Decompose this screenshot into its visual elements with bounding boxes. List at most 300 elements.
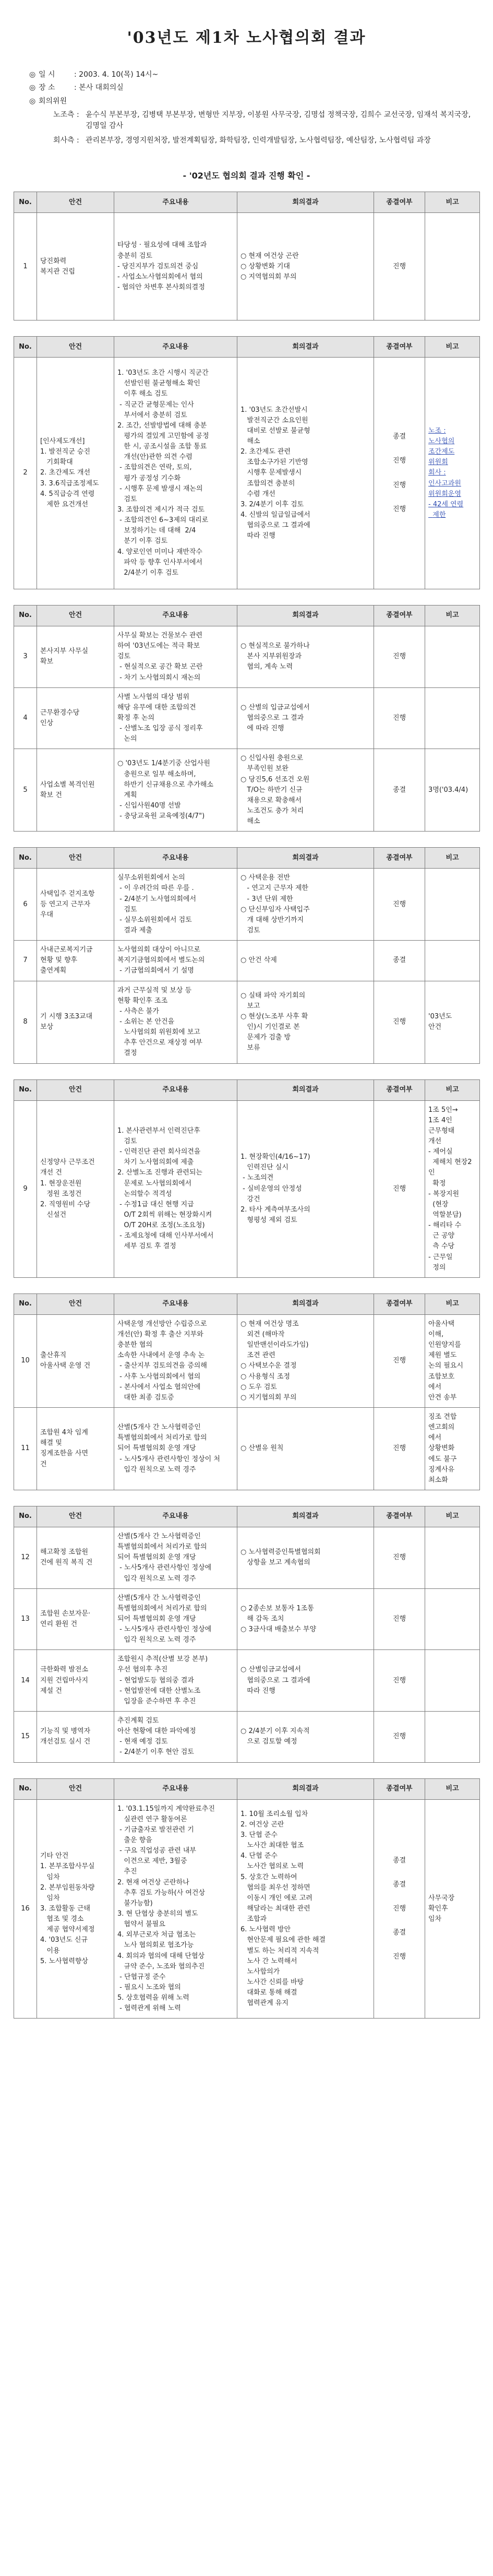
cell-line: 신정양사 근무조건 xyxy=(40,1158,95,1167)
cell-line: 3. 2/4분기 이후 검토 xyxy=(241,500,304,508)
remark-line: 인사고과원 xyxy=(428,479,461,488)
agenda-item xyxy=(37,1588,114,1650)
main-content xyxy=(114,981,237,1063)
meeting-result xyxy=(237,358,374,589)
remark-line: - 복장지원 xyxy=(428,1190,460,1198)
cell-line: - 노사5개사 관련사항인 정상에 xyxy=(117,1625,212,1634)
remarks xyxy=(425,1712,480,1763)
remark-line: 노사협의 xyxy=(428,437,455,446)
cell-line: - 수정1급 대신 현행 지급 xyxy=(117,1200,194,1208)
header-item: 안건 xyxy=(37,1293,114,1314)
remark-line: - 해리타 수 xyxy=(428,1221,462,1230)
cell-line: 하반기 신규채용으로 추가해소 xyxy=(117,780,213,789)
meeting-result xyxy=(237,1799,374,2019)
main-content xyxy=(114,626,237,687)
table-row xyxy=(14,941,480,981)
cell-line: 인상 xyxy=(40,719,54,727)
status-value: 진행 xyxy=(392,1904,406,1913)
cell-line: ○ 산별의 입금교섭에서 xyxy=(241,703,310,711)
cell-line: 충분히 검토 xyxy=(117,252,152,260)
remarks xyxy=(425,1588,480,1650)
cell-line: - 조합의견인 6~3제의 대리로 xyxy=(117,516,209,525)
cell-line: ○ 당진5,6 선조건 오원 xyxy=(241,775,310,784)
table-row xyxy=(14,981,480,1063)
table-header-row xyxy=(14,605,480,626)
cell-line: 인력진단 실시 xyxy=(241,1164,288,1172)
cell-line: - 현실적으로 공간 확보 곤란 xyxy=(117,663,203,671)
meeting-place xyxy=(29,82,479,94)
header-item: 안건 xyxy=(37,848,114,869)
place-value: : 본사 대회의실 xyxy=(74,84,124,92)
result-block xyxy=(14,1506,479,1763)
table-row xyxy=(14,1712,480,1763)
cell-line: - 현업발도등 협의중 결과 xyxy=(117,1676,194,1684)
remark-line: 근 공양 xyxy=(428,1232,455,1240)
remark-line: 논의 필요시 xyxy=(428,1362,463,1370)
cell-line: ○ 현실적으로 불가하나 xyxy=(241,642,310,650)
cell-line: 특별협의회에서 처리가로 합의 xyxy=(117,1543,207,1551)
completion-status: 진행 xyxy=(374,1527,425,1588)
remark-line: 임차 xyxy=(428,1915,442,1924)
cell-line: 대한 최종 검토증 xyxy=(117,1393,174,1402)
cell-line: ○ 사용형식 조정 xyxy=(241,1372,290,1381)
remarks xyxy=(425,1650,480,1712)
header-result: 회의결과 xyxy=(237,192,374,213)
cell-line: 강건 xyxy=(241,1195,260,1203)
result-table xyxy=(14,1079,480,1278)
labor-attendees xyxy=(53,110,479,132)
cell-line: 충원으로 일부 해소하며, xyxy=(117,770,196,778)
main-content xyxy=(114,1314,237,1407)
cell-line: 한 시, 공조시설을 조합 통료 xyxy=(117,443,207,451)
completion-status: 진행 xyxy=(374,213,425,320)
remark-line: 징조 견합 xyxy=(428,1412,457,1421)
remarks xyxy=(425,1527,480,1588)
status-value: 진행 xyxy=(392,1953,406,1961)
header-note: 비고 xyxy=(425,1293,480,1314)
main-content xyxy=(114,1650,237,1712)
cell-line: 조합소구가된 기반영 xyxy=(241,458,308,467)
cell-line: 보고 xyxy=(241,1002,260,1010)
cell-line: 본사지부 사무실 xyxy=(40,647,89,656)
remarks xyxy=(425,358,480,589)
cell-line: 확보 xyxy=(40,658,54,666)
cell-line: 부족인원 보완 xyxy=(241,765,288,773)
meeting-attendees xyxy=(29,96,479,108)
agenda-item xyxy=(37,358,114,589)
cell-line: ○ 상황변화 기대 xyxy=(241,262,290,270)
remark-line: 엔고회의 xyxy=(428,1423,455,1432)
cell-line: 2/4분기 이후 검토 xyxy=(117,568,178,577)
cell-line: 기회확대 xyxy=(40,458,73,467)
cell-line: ○ 산별유 원칙 xyxy=(241,1444,284,1453)
cell-line: ○ 현상(노조부 사후 확 xyxy=(241,1012,308,1020)
cell-line: 2. 여건상 곤란 xyxy=(241,1820,284,1829)
agenda-item xyxy=(37,981,114,1063)
agenda-number: 14 xyxy=(14,1650,37,1712)
cell-line: 협의중으로 그 결과에 xyxy=(241,1676,310,1684)
cell-line: 노사간 협의로 노력 xyxy=(241,1862,304,1871)
cell-line: 2. 초간제도 개선 xyxy=(40,469,91,477)
cell-line: 기 시행 3조3교대 xyxy=(40,1012,93,1020)
cell-line: 검토 xyxy=(241,927,260,935)
cell-line: 조합과 xyxy=(241,1915,267,1924)
cell-line: 협조 및 경소 xyxy=(40,1915,84,1924)
cell-line: 노사합의가 xyxy=(241,1967,280,1976)
cell-line: 3. 단협 준수 xyxy=(241,1831,278,1839)
cell-line: 부서에서 충분히 검토 xyxy=(117,411,187,419)
cell-line: 문제로 노사협의회에서 xyxy=(117,1179,192,1188)
header-item: 안건 xyxy=(37,1079,114,1100)
cell-line: 1. '03년도 초간선발시 xyxy=(241,406,308,414)
remark-line: 역할분담) xyxy=(428,1210,462,1219)
main-content xyxy=(114,1527,237,1588)
cell-line: - 조합의견은 연락, 토의, xyxy=(117,464,192,472)
cell-line: 지원 건립마사지 xyxy=(40,1676,89,1684)
agenda-number: 11 xyxy=(14,1407,37,1490)
header-result: 회의결과 xyxy=(237,1293,374,1314)
header-note: 비고 xyxy=(425,605,480,626)
cell-line: 추진 xyxy=(117,1868,137,1876)
result-block xyxy=(14,192,479,320)
attendees-label: 회의위원 xyxy=(39,97,67,105)
cell-line: 검토 xyxy=(117,495,137,503)
agenda-number: 13 xyxy=(14,1588,37,1650)
table-row xyxy=(14,213,480,320)
remark-line: 인원양지를 xyxy=(428,1341,461,1349)
meeting-result xyxy=(237,1712,374,1763)
cell-line: 해결 및 xyxy=(40,1439,62,1447)
cell-line: 1. 본사관련부서 인력진단후 xyxy=(117,1126,200,1135)
result-block xyxy=(14,1293,479,1490)
main-content xyxy=(114,1588,237,1650)
header-status: 종결여부 xyxy=(374,1079,425,1100)
cell-line: 되어 특별협의회 운영 개당 xyxy=(117,1615,196,1623)
completion-status xyxy=(374,1799,425,2019)
agenda-item xyxy=(37,1314,114,1407)
cell-line: 검토 xyxy=(117,1137,137,1145)
meeting-result xyxy=(237,1407,374,1490)
cell-line: 협력관계 유지 xyxy=(241,1999,288,2008)
bullet-icon: ◎ xyxy=(29,70,36,79)
cell-line: 기능직 및 병역자 xyxy=(40,1727,91,1736)
cell-line: 입각 원칙으로 노력 경주 xyxy=(117,1574,196,1583)
remark-line: 제해치 현장2인 xyxy=(428,1158,472,1177)
meeting-result xyxy=(237,1527,374,1588)
table-header-row xyxy=(14,1778,480,1799)
header-main: 주요내용 xyxy=(114,1506,237,1527)
header-note: 비고 xyxy=(425,1778,480,1799)
agenda-number: 4 xyxy=(14,687,37,749)
cell-line: 당진화력 xyxy=(40,257,67,265)
cell-line: 임차 xyxy=(40,1894,60,1902)
remarks xyxy=(425,981,480,1063)
cell-line: 2. 직영원비 수당 xyxy=(40,1200,91,1208)
header-status: 종결여부 xyxy=(374,848,425,869)
meeting-result xyxy=(237,626,374,687)
cell-line: 현황 확인후 조조 xyxy=(117,996,168,1005)
cell-line: ○ 산별임금교섭에서 xyxy=(241,1666,301,1674)
cell-line: - 현업발전에 대한 산별노조 xyxy=(117,1687,201,1695)
header-main: 주요내용 xyxy=(114,192,237,213)
cell-line: 수렴 개선 xyxy=(241,490,275,498)
cell-line: 별도 하는 처리적 지속적 xyxy=(241,1946,319,1955)
main-content xyxy=(114,1799,237,2019)
remarks xyxy=(425,626,480,687)
cell-line: 5. 노사협력향상 xyxy=(40,1957,88,1965)
table-row xyxy=(14,1407,480,1490)
result-block xyxy=(14,1079,479,1278)
cell-line: 사무실 확보는 건물보수 관련 xyxy=(117,631,203,639)
agenda-item xyxy=(37,1407,114,1490)
header-main: 주요내용 xyxy=(114,1293,237,1314)
main-content xyxy=(114,869,237,941)
cell-line: 연리 환원 건 xyxy=(40,1620,78,1628)
cell-line: ○ 안건 삭제 xyxy=(241,956,277,965)
company-attendee-names: 관리본부장, 경영지원처장, 발전계획팀장, 화학팀장, 인력개발팀장, 노사협력팀장, 예산팀장, 노사협력팀 과장 xyxy=(86,136,431,145)
cell-line: - 소위는 본 안건을 xyxy=(117,1018,175,1026)
cell-line: ○ 3금사대 배출보수 부양 xyxy=(241,1625,317,1634)
bullet-icon: ◎ xyxy=(29,84,36,92)
remarks xyxy=(425,1407,480,1490)
cell-line: 4. 신발의 일급일급에서 xyxy=(241,511,310,519)
document-title: '03년도 제1차 노사협의회 결과 xyxy=(127,29,366,47)
cell-line: 이견으로 제반, 3월중 xyxy=(117,1857,187,1866)
header-no: No. xyxy=(14,1293,37,1314)
cell-line: ○ 현재 여건상 곤란 xyxy=(241,252,299,260)
place-label: 장 소 xyxy=(39,84,55,92)
remark-line: 이해, xyxy=(428,1330,444,1338)
result-table xyxy=(14,336,480,589)
cell-line: 5. 상호협력을 위해 노력 xyxy=(117,1994,189,2002)
cell-line: 해 감독 조치 xyxy=(241,1615,284,1623)
remark-line: 위원회 xyxy=(428,458,448,467)
cell-line: 2. 현재 여건상 곤란하나 xyxy=(117,1878,189,1886)
cell-line: - 노조의견 xyxy=(241,1174,274,1182)
cell-line: 사별 노사협의 대상 범위 xyxy=(117,693,189,701)
cell-line: 분기 이후 검토 xyxy=(117,537,168,545)
cell-line: 세부 검토 후 결정 xyxy=(117,1242,176,1251)
cell-line: 사내근로복지기금 xyxy=(40,946,93,954)
cell-line: 4. 5직급승격 연령 xyxy=(40,490,95,498)
cell-line: 2. 본부임원동차량 xyxy=(40,1883,95,1892)
cell-line: 시행후 문제발생시 xyxy=(241,469,302,477)
header-main: 주요내용 xyxy=(114,337,237,358)
company-attendees xyxy=(53,135,479,147)
remarks xyxy=(425,869,480,941)
remark-line: 근무형태 xyxy=(428,1126,455,1135)
header-no: No. xyxy=(14,605,37,626)
result-table xyxy=(14,1506,480,1763)
main-content xyxy=(114,358,237,589)
cell-line: 건에 원직 복직 건 xyxy=(40,1559,93,1567)
cell-line: 추후 안건으로 재상정 여부 xyxy=(117,1039,202,1047)
cell-line: 인)시 기인결로 본 xyxy=(241,1023,300,1031)
cell-line: 4. '03년도 신규 xyxy=(40,1936,88,1944)
cell-line: 개선검토 실시 건 xyxy=(40,1738,91,1746)
agenda-number: 2 xyxy=(14,358,37,589)
cell-line: 계획 xyxy=(117,791,137,799)
completion-status: 종결 xyxy=(374,749,425,832)
remark-line: 에서 xyxy=(428,1383,442,1391)
cell-line: 조견 관련 xyxy=(241,1351,275,1360)
meeting-result xyxy=(237,869,374,941)
cell-line: 1. 발전직군 승진 xyxy=(40,448,91,456)
table-row xyxy=(14,1314,480,1407)
agenda-number: 9 xyxy=(14,1100,37,1277)
cell-line: T/O는 하반기 신규 xyxy=(241,786,303,794)
cell-line: 에 따라 진행 xyxy=(241,725,284,733)
completion-status: 진행 xyxy=(374,626,425,687)
status-value: 진행 xyxy=(392,457,406,465)
remark-line: 측 수당 xyxy=(428,1242,455,1251)
cell-line: 조합의견 충분히 xyxy=(241,479,295,488)
cell-line: 보류 xyxy=(241,1044,260,1052)
cell-line: 사택운영 개선방안 수립증으로 xyxy=(117,1320,207,1328)
cell-line: 정원 조정건 xyxy=(40,1190,82,1198)
cell-line: 해달라는 최대한 관련 xyxy=(241,1904,310,1913)
header-no: No. xyxy=(14,848,37,869)
cell-line: - 3년 단위 제한 xyxy=(241,895,293,903)
cell-line: - 신입사원40명 선발 xyxy=(117,801,181,810)
agenda-number: 16 xyxy=(14,1799,37,2019)
cell-line: 본사 지부위원장과 xyxy=(241,652,302,661)
cell-line: - 필요시 노조와 협의 xyxy=(117,1984,181,1991)
table-row xyxy=(14,1527,480,1588)
cell-line: - 실비운영의 안정성 xyxy=(241,1184,302,1193)
cell-line: - 시행후 문제 발생시 재논의 xyxy=(117,484,203,493)
cell-line: 1. 10월 조리소월 입차 xyxy=(241,1810,308,1818)
completion-status: 진행 xyxy=(374,1407,425,1490)
table-row xyxy=(14,687,480,749)
status-value: 종결 xyxy=(392,1929,406,1937)
agenda-item xyxy=(37,1527,114,1588)
remark-line: - 42세 연령 xyxy=(428,500,464,508)
header-status: 종결여부 xyxy=(374,605,425,626)
cell-line: 현황 및 향후 xyxy=(40,956,78,965)
cell-line: 실관련 연구 활동여론 xyxy=(117,1815,187,1823)
table-header-row xyxy=(14,192,480,213)
main-content xyxy=(114,687,237,749)
cell-line: 과거 근무실적 및 보상 등 xyxy=(117,986,192,994)
cell-line: 근무환경수당 xyxy=(40,708,80,717)
labor-group-label: 노조측 : xyxy=(53,110,79,119)
remark-line: (현장 xyxy=(428,1200,449,1208)
cell-line: 3. 조합활동 근태 xyxy=(40,1904,91,1913)
remarks xyxy=(425,1314,480,1407)
cell-line: ○ 2/4분기 이후 지속적 xyxy=(241,1727,310,1736)
cell-line: O/T 2회씩 위해는 현장화시켜 xyxy=(117,1210,212,1219)
cell-line: - 사후 노사협의회에서 협의 xyxy=(117,1372,201,1381)
agenda-number: 5 xyxy=(14,749,37,832)
agenda-number: 12 xyxy=(14,1527,37,1588)
cell-line: ○ 지역협의회 부의 xyxy=(241,272,297,281)
cell-line: 산별(5개사 간 노사협력증인 xyxy=(117,1423,201,1432)
agenda-number: 3 xyxy=(14,626,37,687)
completion-status: 진행 xyxy=(374,1100,425,1277)
cell-line: 조합원 손보자문· xyxy=(40,1609,91,1618)
meeting-result xyxy=(237,1314,374,1407)
header-note: 비고 xyxy=(425,192,480,213)
result-block xyxy=(14,847,479,1063)
cell-line: 추진계획 검토 xyxy=(117,1717,159,1725)
cell-line: 개선(안)관한 의견 수렴 xyxy=(117,453,193,461)
remarks xyxy=(425,941,480,981)
cell-line: 타당성 · 필요성에 대해 조합과 xyxy=(117,241,207,250)
cell-line: 파악 등 향후 인사부서에서 xyxy=(117,558,202,566)
remark-line: 안견 송부 xyxy=(428,1393,457,1402)
cell-line: - 기금출자로 발전관련 기 xyxy=(117,1825,194,1834)
cell-line: ○ 단신부임자 사택입주 xyxy=(241,905,310,913)
cell-line: 협의를 최우선 정하면 xyxy=(241,1883,310,1892)
cell-line: 출연계획 xyxy=(40,967,67,975)
cell-line: 선발인원 불균형해소 확인 xyxy=(117,379,200,388)
remark-line: 정의 xyxy=(428,1263,446,1272)
header-note: 비고 xyxy=(425,1079,480,1100)
cell-line: 4. 양로인연 미미나 재반작수 xyxy=(117,548,202,556)
cell-line: 해소 xyxy=(241,817,260,826)
cell-line: 3. 3.6직급조정제도 xyxy=(40,479,99,488)
cell-line: - 출산지부 검토의견을 증의해 xyxy=(117,1362,207,1370)
main-content xyxy=(114,941,237,981)
main-content xyxy=(114,213,237,320)
header-item: 안건 xyxy=(37,1506,114,1527)
cell-line: 상항을 보고 계속협의 xyxy=(241,1559,310,1567)
remark-line: 회사 : xyxy=(428,469,446,477)
agenda-number: 1 xyxy=(14,213,37,320)
header-item: 안건 xyxy=(37,192,114,213)
agenda-number: 8 xyxy=(14,981,37,1063)
cell-line: 제설 건 xyxy=(40,1687,62,1695)
cell-line: 이용 xyxy=(40,1946,60,1955)
remark-line: 1조 5인→ xyxy=(428,1106,458,1114)
cell-line: 조합원 4차 임계 xyxy=(40,1429,88,1437)
cell-line: 조합원시 추적(산별 보강 본부) xyxy=(117,1655,208,1664)
table-row xyxy=(14,1100,480,1277)
agenda-item xyxy=(37,1712,114,1763)
cell-line: 충분한 협의 xyxy=(117,1341,152,1349)
cell-line: 문제가 검출 방 xyxy=(241,1034,291,1042)
status-value: 진행 xyxy=(392,481,406,489)
cell-line: 2. 조간, 선발방법에 대해 충분 xyxy=(117,421,207,430)
cell-line: 사택입주 걷지조항 xyxy=(40,889,95,898)
cell-line: 개 대해 상반기까지 xyxy=(241,916,304,924)
main-content xyxy=(114,749,237,832)
table-header-row xyxy=(14,1293,480,1314)
cell-line: 4. 외부근로자 처급 협조는 xyxy=(117,1931,196,1939)
cell-line: - 산별노조 입장 공식 정리후 xyxy=(117,725,203,733)
agenda-item xyxy=(37,626,114,687)
header-no: No. xyxy=(14,1079,37,1100)
meeting-result xyxy=(237,1100,374,1277)
cell-line: 추후 검토 가능하(사 여건상 xyxy=(117,1889,206,1897)
cell-line: 보상 xyxy=(40,1023,54,1031)
cell-line: 협의중으로 그 결과 xyxy=(241,714,304,722)
agenda-item xyxy=(37,1100,114,1277)
cell-line: - 이 우려간의 따른 우를 . xyxy=(117,884,194,893)
completion-status: 진행 xyxy=(374,1712,425,1763)
cell-line: 1. '03.1.15일까지 계약완료추진 xyxy=(117,1805,215,1813)
cell-line: 노사 간 노력해서 xyxy=(241,1957,297,1965)
cell-line: 하여 '03년도에는 적극 확보 xyxy=(117,642,200,650)
cell-line: 제한 요건개선 xyxy=(40,500,88,508)
table-header-row xyxy=(14,848,480,869)
cell-line: ○ 현재 여건상 명조 xyxy=(241,1320,299,1328)
agenda-item xyxy=(37,941,114,981)
cell-line: - 사업소노사협의회에서 협의 xyxy=(117,272,203,281)
header-result: 회의결과 xyxy=(237,1778,374,1799)
table-row xyxy=(14,358,480,589)
